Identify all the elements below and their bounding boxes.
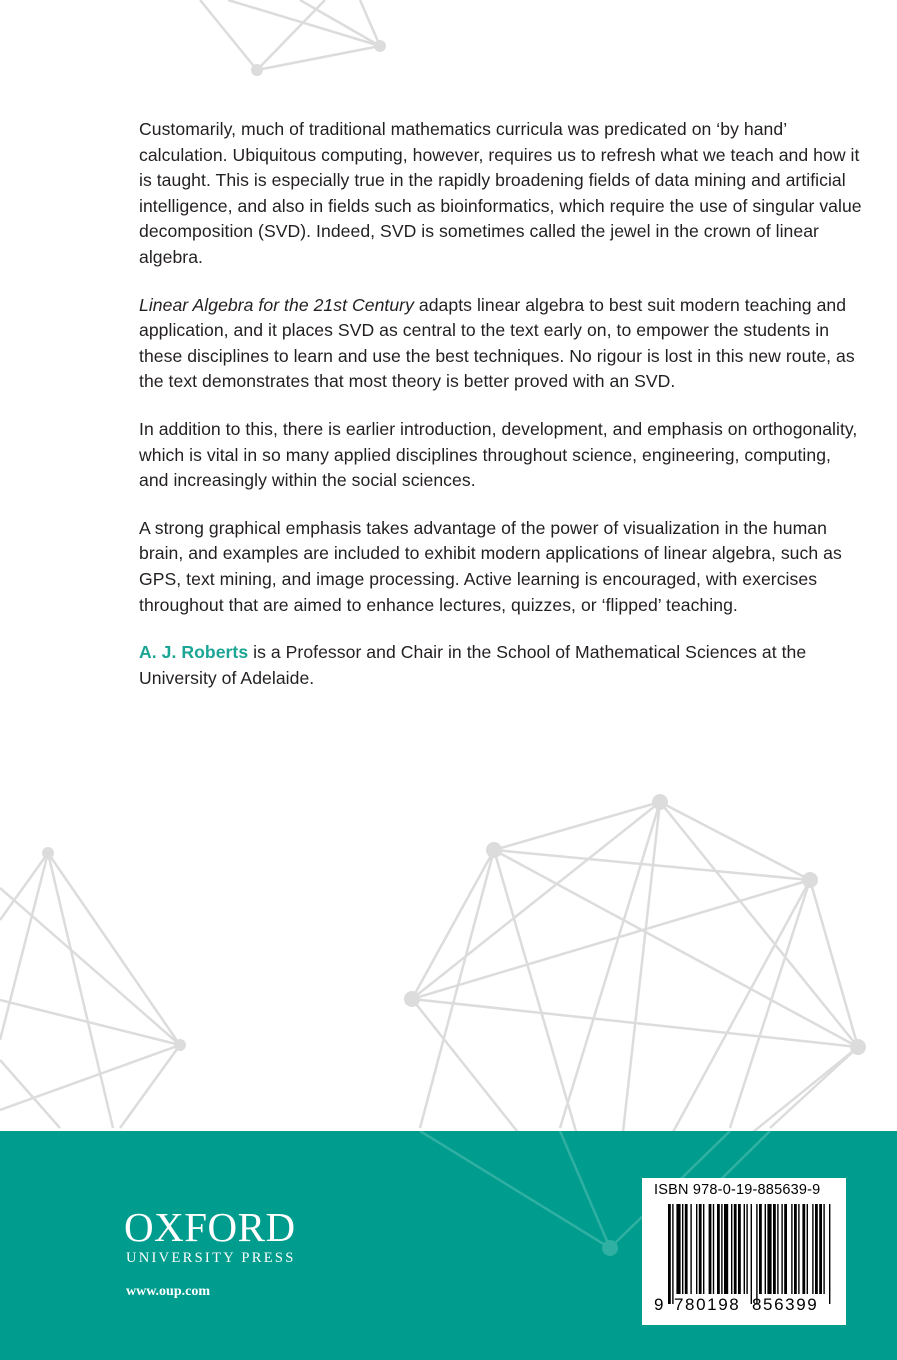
barcode-bar	[738, 1204, 741, 1294]
barcode-bar	[791, 1204, 792, 1294]
barcode-bar	[731, 1204, 732, 1294]
barcode-bar	[699, 1204, 702, 1294]
author-name: A. J. Roberts	[139, 642, 249, 663]
description-paragraph-4: A strong graphical emphasis takes advantage of the power of visualization in the human brain, and examples are included to exhibit modern applications of linear algebra, such as GPS, text mining, and image processing. Active learning is encouraged, with exercises throughout that are aimed to enhance lectures, quizzes, or ‘flipped’ teaching.	[139, 517, 842, 615]
barcode-bar	[794, 1204, 797, 1294]
barcode-bar	[829, 1204, 830, 1304]
barcode-digits-left: 780198	[674, 1295, 741, 1314]
author-bio	[139, 640, 864, 691]
barcode-bar	[765, 1204, 766, 1294]
barcode-bar	[746, 1204, 747, 1294]
barcode-bar	[781, 1204, 782, 1294]
barcode-bar	[703, 1204, 704, 1294]
barcode-bar	[685, 1204, 688, 1294]
isbn-label: ISBN 978-0-19-885639-9	[654, 1182, 821, 1198]
description-paragraph-1: Customarily, much of traditional mathematics curricula was predicated on ‘by hand’ calculation. Ubiquitous computing, however, requires us to refresh what we teach and how it is taught. This is especially true in the rapidly broadening fields of data mining and artificial intelligence, and also in fields such as bioinformatics, which require the use of singular value decomposition (SVD). Indeed, SVD is sometimes called the jewel in the crown of linear algebra.	[139, 119, 862, 267]
publisher-website[interactable]: www.oup.com	[126, 1284, 211, 1299]
barcode-bar	[767, 1204, 771, 1294]
barcode-bar	[709, 1204, 712, 1294]
barcode-bar	[690, 1204, 691, 1294]
barcode-bar	[823, 1204, 824, 1294]
barcode-bar	[696, 1204, 697, 1294]
book-title: Linear Algebra for the 21st Century	[139, 294, 414, 315]
barcode-bar	[784, 1204, 787, 1294]
barcode-bar	[744, 1204, 745, 1294]
barcode-bar	[756, 1204, 757, 1304]
barcode-bar	[721, 1204, 722, 1294]
barcode-bar	[819, 1204, 822, 1294]
barcode-bar	[759, 1204, 762, 1294]
oxford-logo: OXFORD	[124, 1204, 296, 1250]
description-paragraph-2-text: adapts linear algebra to best suit modern teaching and application, and it places SVD as central to the text early on, to empower the students in these disciplines to learn and use the best techniques. No rigour is lost in this new route, as the text demonstrates that most theory is better proved with an SVD.	[139, 294, 855, 392]
barcode-digits-right: 856399	[752, 1295, 819, 1314]
barcode-bar	[713, 1204, 714, 1294]
barcode-bar	[734, 1204, 737, 1294]
publisher-subtitle: UNIVERSITY PRESS	[126, 1250, 296, 1266]
description-paragraph-3: In addition to this, there is earlier introduction, development, and emphasis on orthogonality, which is vital in so many applied disciplines throughout science, engineering, computing, and increasingly within the social sciences.	[139, 418, 858, 491]
isbn-barcode	[642, 1178, 846, 1325]
barcode-bar	[668, 1204, 671, 1304]
barcode-bar	[751, 1204, 752, 1304]
barcode-bar	[812, 1204, 813, 1294]
barcode-bar	[676, 1204, 680, 1294]
barcode-bar	[682, 1204, 683, 1294]
barcode-digit-first: 9	[654, 1295, 664, 1314]
description-paragraph-2	[139, 293, 864, 395]
barcode-bar	[773, 1204, 776, 1294]
barcode-bar	[717, 1204, 720, 1294]
barcode-bar	[798, 1204, 799, 1294]
barcode-bar	[807, 1204, 808, 1294]
author-bio-text: is a Professor and Chair in the School of Mathematical Sciences at the University of Adelaide.	[139, 642, 807, 688]
barcode-bar	[672, 1204, 673, 1304]
barcode-bar	[724, 1204, 728, 1294]
barcode-bar	[802, 1204, 805, 1294]
barcode-bar	[815, 1204, 818, 1294]
back-cover-description	[139, 117, 864, 713]
barcode-bar	[777, 1204, 778, 1294]
